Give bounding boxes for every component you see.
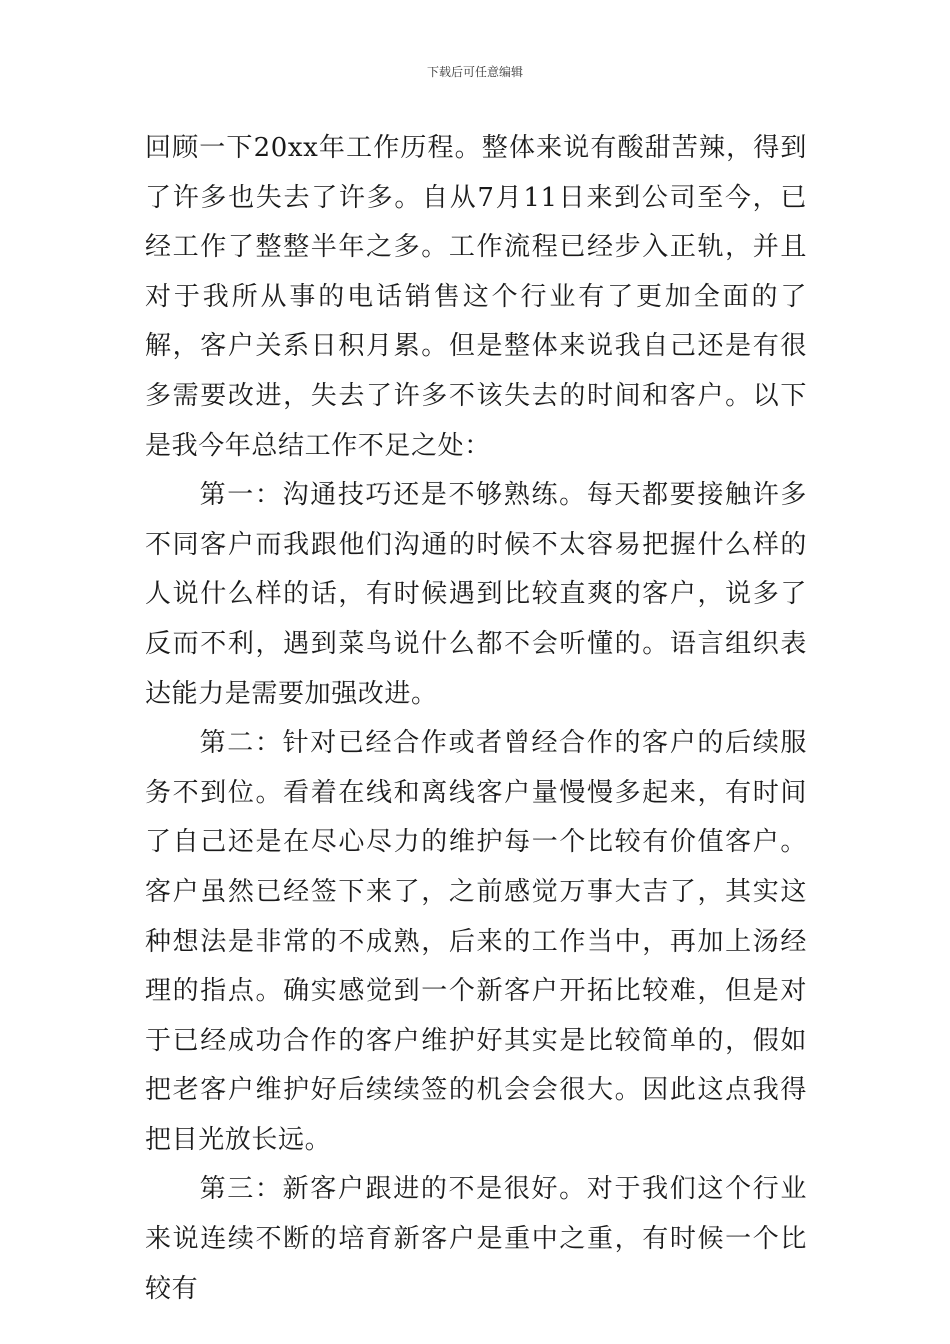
paragraph-point-three: 第三：新客户跟进的不是很好。对于我们这个行业来说连续不断的培育新客户是重中之重，有时候一个比较有 xyxy=(145,1174,807,1304)
paragraph-point-one: 第一：沟通技巧还是不够熟练。每天都要接触许多不同客户而我跟他们沟通的时候不太容易把握什么样的人说什么样的话，有时候遇到比较直爽的客户，说多了反而不利，遇到菜鸟说什么都不会听懂的。语言组织表达能力是需要加强改进。 xyxy=(145,480,807,709)
page-header: 下载后可任意编辑 xyxy=(426,65,523,79)
document-body xyxy=(145,124,807,1314)
paragraph-point-two: 第二：针对已经合作或者曾经合作的客户的后续服务不到位。看着在线和离线客户量慢慢多起来，有时间了自己还是在尽心尽力的维护每一个比较有价值客户。客户虽然已经签下来了，之前感觉万事大吉了，其实这种想法是非常的不成熟，后来的工作当中，再加上汤经理的指点。确实感觉到一个新客户开拓比较难，但是对于已经成功合作的客户维护好其实是比较简单的，假如把老客户维护好后续续签的机会会很大。因此这点我得把目光放长远。 xyxy=(145,728,807,1155)
paragraph-intro: 回顾一下20xx年工作历程。整体来说有酸甜苦辣，得到了许多也失去了许多。自从7月11日来到公司至今，已经工作了整整半年之多。工作流程已经步入正轨，并且对于我所从事的电话销售这个行业有了更加全面的了解，客户关系日积月累。但是整体来说我自己还是有很多需要改进，失去了许多不该失去的时间和客户。以下是我今年总结工作不足之处： xyxy=(145,133,807,461)
